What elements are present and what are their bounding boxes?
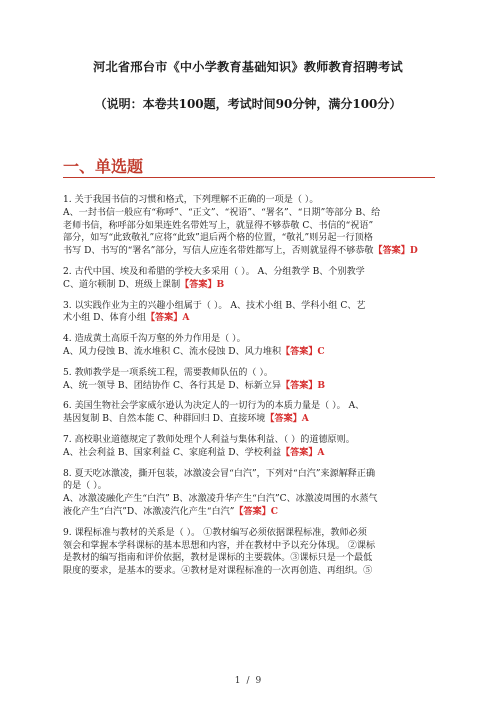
question-text: A、社会利益 B、国家利益 C、家庭利益 D、学校利益 (63, 447, 282, 458)
question-line: 1. 关于我国书信的习惯和格式，下列理解不正确的一项是（ ）。 (63, 195, 319, 205)
question-item (63, 266, 443, 292)
answer-tag: 【答案】D (373, 245, 418, 257)
question-line (63, 506, 443, 519)
question-line: 4. 造成黄土高原千沟万壑的外力作用是（ ）。 (63, 334, 246, 345)
question-line: 7. 高校职业道德规定了教师处理个人利益与集体利益、（ ）的道德原则。 (63, 434, 355, 445)
question-line: A、一封书信一般应有“称呼”、“正文”、“祝语”、“署名”、“日期”等部分 B、给 (63, 207, 381, 218)
section-heading: 一、单选题 (63, 157, 144, 176)
question-line (63, 346, 443, 359)
answer-tag: 【答案】A (265, 413, 309, 425)
question-item (63, 333, 443, 359)
question-line (63, 413, 443, 426)
question-line: 5. 教师教学是一项系统工程，需要教师队伍的（ ）。 (63, 367, 273, 378)
question-line: 8. 夏天吃冰激凌，撕开包装，冰激凌会冒“白汽”，下列对“白汽”来源解释正确 (63, 468, 376, 479)
question-line: 2. 古代中国、埃及和希腊的学校大多采用（ ）。 A、分组教学 B、个别教学 (63, 266, 365, 277)
question-text: 书写 D、书写的“署名”部分，写信人应连名带姓都写上，否则就显得不够恭敬 (63, 246, 374, 257)
page-number: 1 (234, 676, 241, 686)
section-divider (63, 177, 435, 178)
question-item (63, 434, 443, 460)
page-footer (0, 676, 496, 686)
answer-tag: 【答案】B (281, 379, 326, 391)
page-total: 9 (255, 676, 262, 686)
question-line: 6. 美国生物社会学家威尔逊认为决定人的一切行为的本质力量是（ ）。 A、 (63, 401, 365, 412)
question-item (63, 300, 443, 326)
question-line: 的是（ ）。 (63, 481, 107, 492)
question-line: 限度的要求，是基本的要求。④教材是对课程标准的一次再创造、再组织。⑤ (63, 566, 373, 577)
question-line: 老师书信，称呼部分如果连姓名带姓写上，就显得不够恭敬 C、书信的“祝语” (63, 220, 374, 231)
question-line (63, 380, 443, 393)
question-line: 是教材的编写指南和评价依据，教材是课标的主要载体。③课标只是一个最低 (63, 553, 373, 564)
question-line: 领会和掌握本学科课标的基本思想和内容，并在教材中予以充分体现。 ②课标 (63, 540, 376, 551)
answer-tag: 【答案】C (234, 505, 279, 517)
question-text: A、统一领导 B、团结协作 C、各行其是 D、标新立异 (63, 380, 282, 391)
question-line (63, 312, 443, 325)
exam-instructions: （说明：本卷共100题，考试时间90分钟，满分100分） (94, 97, 402, 111)
question-text: 术小组 D、体育小组 (63, 313, 146, 324)
question-item (63, 367, 443, 393)
question-line: 9. 课程标准与教材的关系是（ ）。 ①教材编写必须依据课程标准，教师必须 (63, 527, 367, 538)
answer-tag: 【答案】B (180, 278, 225, 290)
question-item (63, 527, 443, 578)
question-line: A、冰激凌融化产生“白汽” B、冰激凌升华产生“白汽”C、冰激凌周围的水蒸气 (63, 494, 378, 505)
question-item (63, 468, 443, 519)
question-line: 部分，如写“此致敬礼”应将“此致”退后两个格的位置，“敬礼”则另起一行顶格 (63, 233, 373, 244)
question-item (63, 194, 443, 258)
question-item (63, 400, 443, 426)
question-line (63, 245, 443, 258)
question-line (63, 279, 443, 292)
question-list (63, 194, 443, 586)
question-line: 3. 以实践作业为主的兴趣小组属于（ ）。 A、技术小组 B、学科小组 C、艺 (63, 300, 366, 311)
document-title: 河北省邢台市《中小学教育基础知识》教师教育招聘考试 (93, 60, 403, 74)
page-separator: / (246, 676, 250, 686)
question-text: C、道尔顿制 D、班级上课制 (63, 279, 181, 290)
answer-tag: 【答案】A (145, 312, 190, 324)
answer-tag: 【答案】C (281, 345, 325, 357)
question-text: 基因复制 B、自然本能 C、种群回归 D、直接环境 (63, 414, 266, 425)
question-text: 液化产生“白汽”D、冰激凌汽化产生“白汽” (63, 506, 235, 517)
question-text: A、风力侵蚀 B、流水堆积 C、流水侵蚀 D、风力堆积 (63, 346, 282, 357)
answer-tag: 【答案】A (281, 446, 325, 458)
question-line (63, 447, 443, 460)
